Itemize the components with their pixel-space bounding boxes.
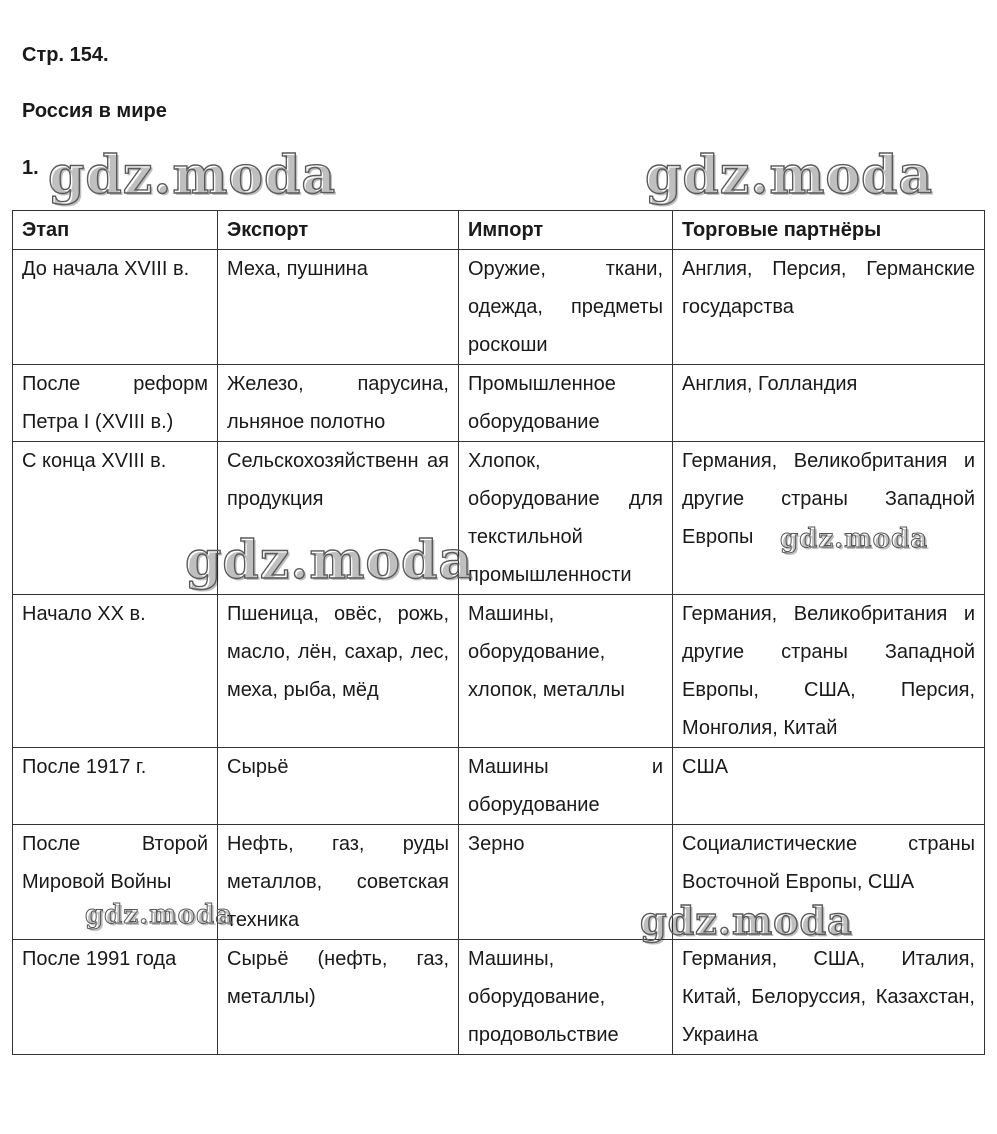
column-header-stage: Этап — [13, 211, 218, 250]
cell-stage: До начала XVIII в. — [13, 250, 218, 365]
watermark-logo: gdz.moda — [48, 145, 337, 206]
trade-history-table — [12, 210, 985, 1055]
cell-stage: Начало XX в. — [13, 595, 218, 748]
table-row — [13, 365, 985, 442]
table-row — [13, 940, 985, 1055]
table-row — [13, 748, 985, 825]
cell-partners: Англия, Голландия — [673, 365, 985, 442]
cell-partners: Германия, Великобритания и другие страны Западной Европы, США, Персия, Монголия, Китай — [673, 595, 985, 748]
watermark-logo: gdz.moda — [780, 524, 929, 554]
column-header-export: Экспорт — [218, 211, 459, 250]
task-number: 1. — [22, 157, 39, 179]
cell-partners: США — [673, 748, 985, 825]
cell-partners: Социалистические страны Восточной Европы, США — [673, 825, 985, 940]
cell-stage: После 1991 года — [13, 940, 218, 1055]
page-label: Стр. 154. — [22, 44, 109, 66]
watermark-logo: gdz.moda — [85, 900, 234, 930]
cell-export: Пшеница, овёс, рожь, масло, лён, сахар, лес, меха, рыба, мёд — [218, 595, 459, 748]
column-header-partners: Торговые партнёры — [673, 211, 985, 250]
cell-import: Машины, оборудование, хлопок, металлы — [459, 595, 673, 748]
watermark-logo: gdz.moda — [645, 145, 934, 206]
table-row — [13, 595, 985, 748]
cell-import: Зерно — [459, 825, 673, 940]
cell-import: Промышленное оборудование — [459, 365, 673, 442]
cell-export: Железо, парусина, льняное полотно — [218, 365, 459, 442]
cell-import: Машины и оборудование — [459, 748, 673, 825]
cell-stage: С конца XVIII в. — [13, 442, 218, 595]
watermark-logo: gdz.moda — [640, 898, 853, 943]
cell-import: Оружие, ткани, одежда, предметы роскоши — [459, 250, 673, 365]
cell-partners: Германия, Великобритания и другие страны Западной Европы — [673, 442, 985, 595]
cell-import: Хлопок, оборудование для текстильной промышленности — [459, 442, 673, 595]
watermark-logo: gdz.moda — [185, 530, 474, 591]
cell-partners: Германия, США, Италия, Китай, Белоруссия, Казахстан, Украина — [673, 940, 985, 1055]
cell-partners: Англия, Персия, Германские государства — [673, 250, 985, 365]
section-title: Россия в мире — [22, 100, 167, 122]
cell-export: Сырьё (нефть, газ, металлы) — [218, 940, 459, 1055]
table-row — [13, 825, 985, 940]
cell-stage: После 1917 г. — [13, 748, 218, 825]
cell-import: Машины, оборудование, продовольствие — [459, 940, 673, 1055]
cell-export: Сырьё — [218, 748, 459, 825]
column-header-import: Импорт — [459, 211, 673, 250]
cell-export: Меха, пушнина — [218, 250, 459, 365]
cell-export: Сельскохозяйственн ая продукция — [218, 442, 459, 595]
cell-stage: После реформ Петра I (XVIII в.) — [13, 365, 218, 442]
table-header-row — [13, 211, 985, 250]
table-row — [13, 442, 985, 595]
cell-stage: После Второй Мировой Войны — [13, 825, 218, 940]
cell-export: Нефть, газ, руды металлов, советская техника — [218, 825, 459, 940]
table-row — [13, 250, 985, 365]
